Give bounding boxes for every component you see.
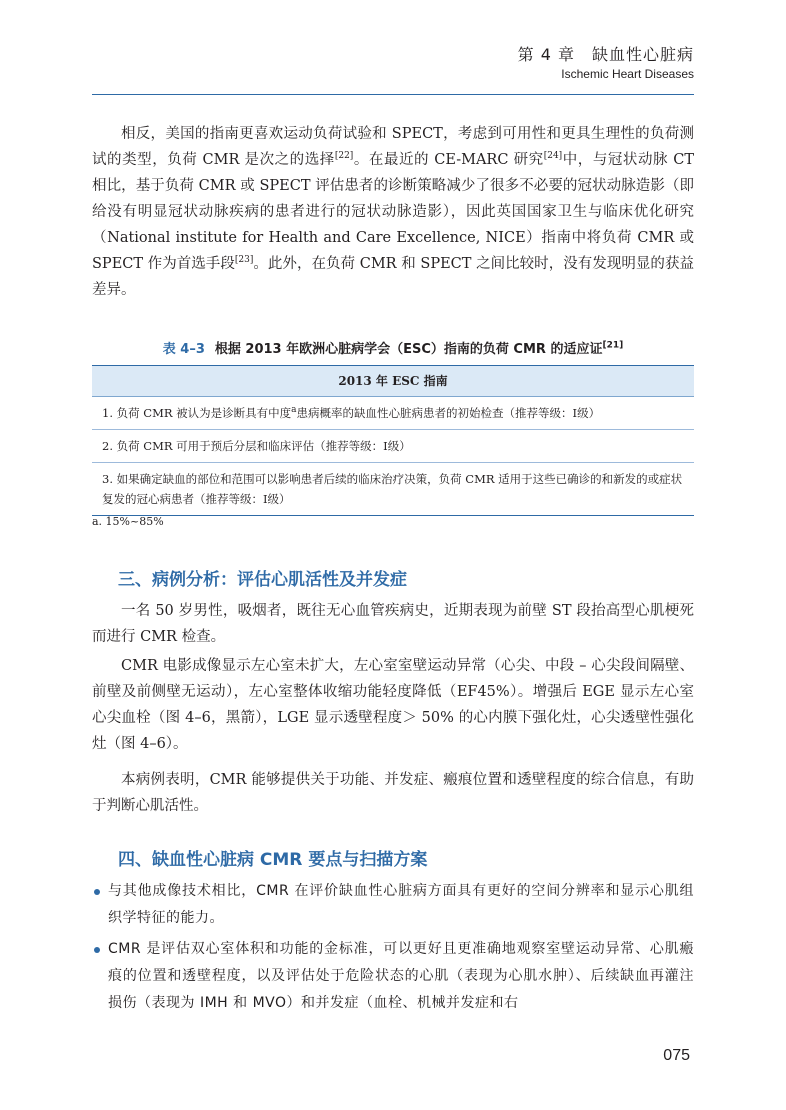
table-caption	[92, 338, 694, 357]
key-points-list	[92, 878, 694, 1021]
list-item	[92, 878, 694, 932]
intro-text-4: 。此外，在负荷 CMR 和 SPECT 之间比较时，没有发现明显的获益差异。	[92, 256, 694, 298]
citation-22: [22]	[334, 151, 354, 162]
intro-text-3: 中，与冠状动脉 CT 相比，基于负荷 CMR 或 SPECT 评估患者的诊断策略减少了很多不必要的冠状动脉造影（即给没有明显冠状动脉疾病的患者进行的冠状动脉造影），因此英国国家卫生与临床优化研究（National institute for Health and Care Excellence, NICE）指南中将负荷 CMR 或 SPECT 作为首选手段	[92, 152, 695, 272]
citation-24: [24]	[543, 151, 563, 162]
section-heading-key-points: 四、缺血性心脏病 CMR 要点与扫描方案	[118, 850, 428, 870]
table-footnote: a. 15%~85%	[92, 515, 164, 528]
header-rule	[92, 94, 694, 95]
page-number: 075	[663, 1047, 690, 1064]
table-row-text: 患病概率的缺血性心脏病患者的初始检查（推荐等级：Ⅰ级）	[296, 406, 601, 420]
table-row	[92, 397, 694, 430]
table-row-text: 1. 负荷 CMR 被认为是诊断具有中度	[102, 406, 292, 420]
section-heading-case: 三、病例分析：评估心肌活性及并发症	[118, 570, 407, 590]
table-row	[92, 430, 694, 463]
footnote-marker: a	[291, 405, 297, 416]
table-header: 2013 年 ESC 指南	[92, 365, 694, 397]
list-item	[92, 936, 694, 1017]
table-row-text: 2. 负荷 CMR 可用于预后分层和临床评估（推荐等级：Ⅰ级）	[102, 439, 411, 453]
bullet-dot-icon	[94, 889, 100, 895]
table-row-text: 3. 如果确定缺血的部位和范围可以影响患者后续的临床治疗决策，负荷 CMR 适用于这些已确诊的和新发的或症状复发的冠心病患者（推荐等级：Ⅰ级）	[102, 472, 683, 506]
intro-text-2: 。在最近的 CE-MARC 研究	[353, 152, 544, 168]
chapter-title: 第 4 章 缺血性心脏病	[517, 45, 694, 64]
case-paragraph-1: 一名 50 岁男性，吸烟者，既往无心血管疾病史，近期表现为前壁 ST 段抬高型心肌梗死而进行 CMR 检查。	[92, 603, 694, 645]
chapter-subtitle: Ischemic Heart Diseases	[561, 67, 694, 81]
indications-table	[92, 365, 694, 516]
table-citation: [21]	[602, 340, 624, 351]
case-paragraph-3: 本病例表明，CMR 能够提供关于功能、并发症、瘢痕位置和透壁程度的综合信息，有助于判断心肌活性。	[92, 772, 694, 814]
intro-text-1: 相反，美国的指南更喜欢运动负荷试验和 SPECT，考虑到可用性和更具生理性的负荷测试的类型，负荷 CMR 是次之的选择	[92, 126, 694, 168]
running-header	[518, 42, 694, 81]
bullet-dot-icon	[94, 947, 100, 953]
bullet-text: 与其他成像技术相比，CMR 在评价缺血性心脏病方面具有更好的空间分辨率和显示心肌组织学特征的能力。	[108, 883, 694, 926]
bullet-text: CMR 是评估双心室体积和功能的金标准，可以更好且更准确地观察室壁运动异常、心肌瘢痕的位置和透壁程度，以及评估处于危险状态的心肌（表现为心肌水肿）、后续缺血再灌注损伤（表现为 IMH 和 MVO）和并发症（血栓、机械并发症和右	[108, 941, 694, 1011]
intro-paragraph	[92, 121, 694, 303]
table-number: 表 4–3	[162, 342, 205, 357]
table-caption-text: 根据 2013 年欧洲心脏病学会（ESC）指南的负荷 CMR 的适应证	[214, 342, 603, 357]
citation-23: [23]	[234, 255, 254, 266]
case-paragraph-2: CMR 电影成像显示左心室未扩大，左心室室壁运动异常（心尖、中段 – 心尖段间隔壁、前壁及前侧壁无运动），左心室整体收缩功能轻度降低（EF45%）。增强后 EGE 显示左心室心尖血栓（图 4–6，黑箭），LGE 显示透壁程度＞ 50% 的心内膜下强化灶，心尖透壁性强化灶（图 4–6）。	[92, 658, 694, 752]
table-row	[92, 463, 694, 516]
